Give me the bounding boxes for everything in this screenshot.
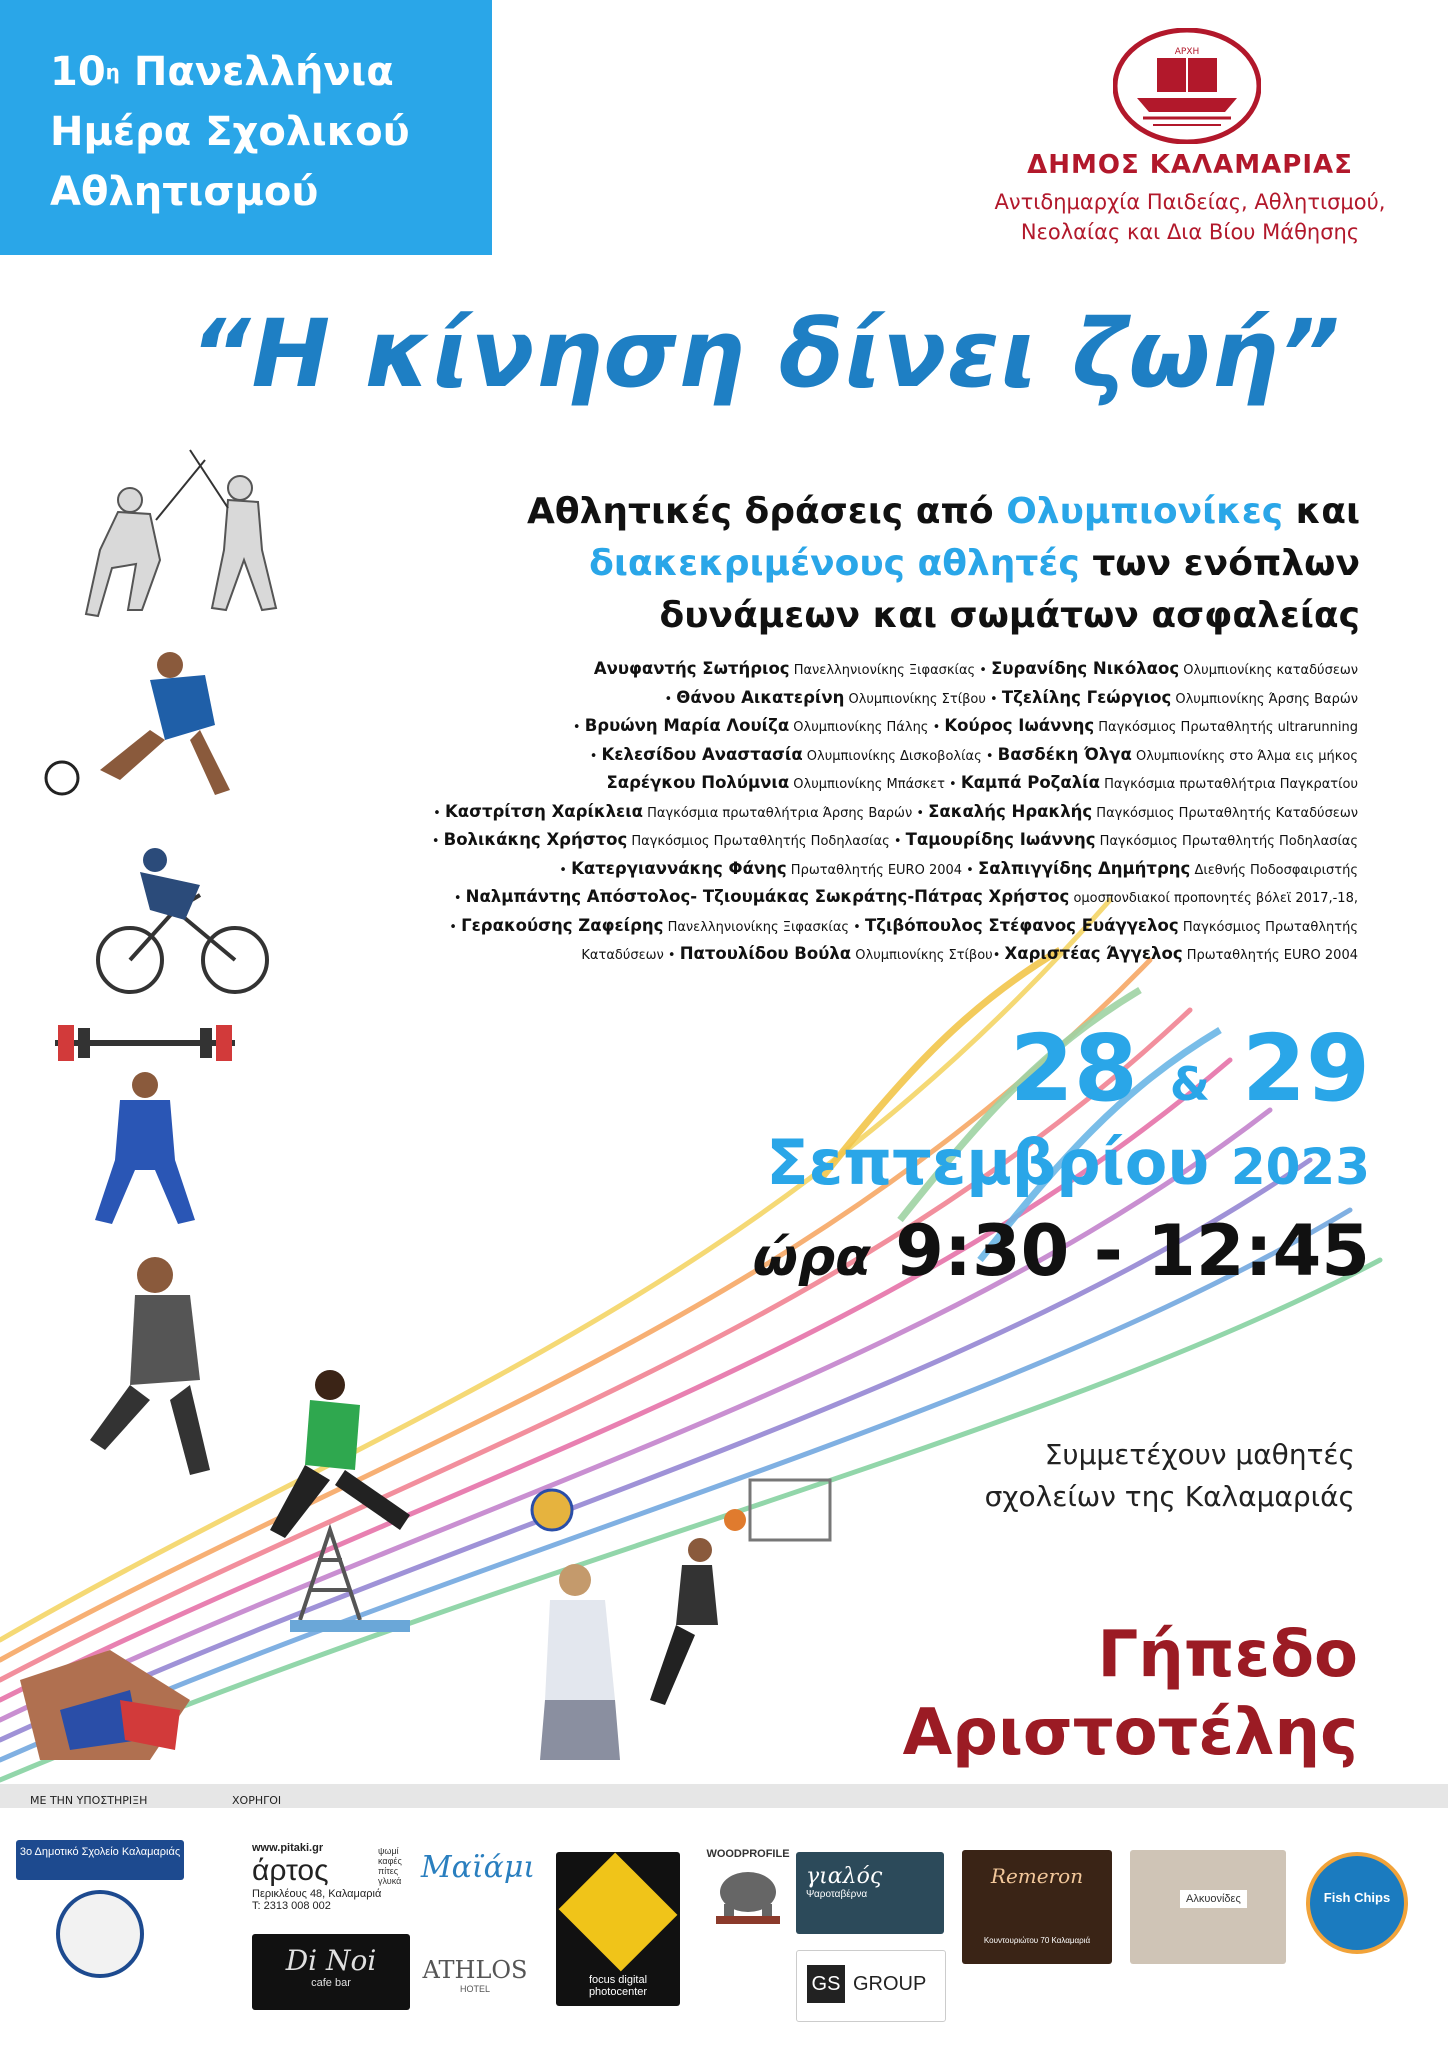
athlos-logo — [420, 1956, 530, 2000]
gs-group-logo — [796, 1950, 946, 2022]
slogan: “Η κίνηση δίνει ζωή” — [190, 300, 1341, 409]
sponsors-label: ΧΟΡΗΓΟΙ — [232, 1794, 282, 1807]
athlete-name: Ναλμπάντης Απόστολος- Τζιουμάκας Σωκράτης-Πάτρας Χρήστος — [465, 887, 1070, 906]
venue-line1: Γήπεδο — [1097, 1618, 1358, 1692]
remeron-name: Remeron — [990, 1864, 1084, 1888]
maiami-logo — [418, 1850, 538, 1910]
gialos-logo — [796, 1852, 944, 1934]
alkyonides-logo — [1130, 1850, 1286, 1964]
athlete-name: Βασδέκη Όλγα — [997, 744, 1132, 764]
athlete-role: • — [559, 862, 572, 878]
athlete-role: Διεθνής Ποδοσφαιριστής — [1190, 862, 1358, 878]
svg-text:ΑΡΧΗ: ΑΡΧΗ — [1174, 47, 1200, 57]
time-label: ώρα — [752, 1228, 871, 1288]
athlete-name: Καστρίτση Χαρίκλεια — [444, 801, 643, 821]
headline-text: και — [1283, 491, 1360, 532]
gialos-sub: Ψαροταβέρνα — [806, 1889, 868, 1900]
athlete-role: Παγκόσμια πρωταθλήτρια Παγκρατίου — [1099, 777, 1358, 792]
athlos-name: ATHLOS — [422, 1956, 528, 1984]
day-separator: & — [1169, 1057, 1210, 1111]
athlete-name: Σαρέγκου Πολύμνια — [606, 773, 790, 792]
athlete-role: • — [433, 805, 445, 821]
runner-icon — [90, 1257, 410, 1538]
school-emblem-icon — [56, 1890, 144, 1978]
athlete-role: Παγκόσμια πρωταθλήτρια Άρσης Βαρών • — [643, 805, 929, 821]
school-logo — [16, 1840, 184, 1880]
event-month — [640, 1126, 1370, 1199]
remeron-logo — [962, 1850, 1112, 1964]
participants-line2: σχολείων της Καλαμαριάς — [984, 1480, 1355, 1513]
athlete-role: Ολυμπιονίκης Στίβου• — [851, 948, 1005, 963]
athlete-name: Σακαλής Ηρακλής — [928, 801, 1093, 821]
athlete-name: Βρυώνη Μαρία Λουίζα — [584, 716, 790, 735]
event-number-suffix: η — [105, 60, 120, 84]
headline-text: δυνάμεων και σωμάτων ασφαλείας — [659, 595, 1360, 636]
event-title-line3: Αθλητισμού — [50, 169, 319, 215]
event-title-line2: Ημέρα Σχολικού — [50, 109, 410, 155]
time-range: 9:30 - 12:45 — [895, 1210, 1370, 1292]
athlete-role: Παγκόσμιος Πρωταθλητής Καταδύσεων — [1092, 805, 1358, 821]
remeron-sub: Κουντουριώτου 70 Καλαμαριά — [983, 1936, 1091, 1945]
alkyonides-name: Αλκυονίδες — [1180, 1890, 1247, 1908]
athlete-illustrations — [0, 440, 860, 1770]
headline-text: Αθλητικές δράσεις από — [527, 491, 1007, 532]
woodprofile-logo — [696, 1848, 800, 1948]
athlete-name: Τζιβόπουλος Στέφανος Ευάγγελος — [864, 915, 1179, 935]
event-title — [50, 42, 480, 222]
sponsor-bar — [0, 1784, 1448, 1808]
athlete-role: Πρωταθλητής EURO 2004 — [1182, 948, 1358, 963]
athlete-name: Θάνου Αικατερίνη — [676, 687, 845, 707]
gs-word: GROUP — [853, 1973, 927, 1995]
dinoi-name: Di Noi — [285, 1944, 377, 1977]
diving-platform-icon — [290, 1530, 410, 1632]
athlete-role: Ολυμπιονίκης στο Άλμα εις μήκος — [1131, 748, 1358, 764]
artos-address: Περικλέους 48, Καλαμαριά — [252, 1888, 382, 1900]
ship-icon — [1113, 28, 1261, 144]
municipality-name: ΔΗΜΟΣ ΚΑΛΑΜΑΡΙΑΣ — [1027, 150, 1353, 180]
headline-highlight: διακεκριμένους αθλητές — [589, 543, 1080, 584]
woodprofile-name: WOODPROFILE — [706, 1848, 790, 1860]
athlete-role: Ολυμπιονίκης Άρσης Βαρών — [1171, 691, 1358, 707]
headline-highlight: Ολυμπιονίκες — [1006, 491, 1284, 532]
gs-mark: GS — [807, 1965, 845, 2003]
athlete-role: Παγκόσμιος Πρωταθλητής ultrarunning — [1094, 720, 1358, 735]
athlete-name: Κελεσίδου Αναστασία — [601, 744, 803, 764]
maiami-name: Μαϊάμι — [420, 1850, 536, 1885]
day-start: 28 — [1009, 1015, 1138, 1122]
athlete-name: Γερακούσης Ζαφείρης — [461, 915, 664, 935]
elephant-icon — [708, 1860, 788, 1930]
support-label: ΜΕ ΤΗΝ ΥΠΟΣΤΗΡΙΞΗ — [30, 1794, 148, 1807]
athlete-name: Σαλπιγγίδης Δημήτρης — [977, 858, 1191, 878]
athlete-name: Συρανίδης Νικόλαος — [991, 659, 1180, 678]
day-end: 29 — [1241, 1015, 1370, 1122]
volleyball-player-icon — [532, 1490, 620, 1760]
artos-name: άρτος — [252, 1854, 329, 1887]
athlete-role: Πανελληνιονίκης Ξιφασκίας • — [789, 663, 992, 678]
athlete-role: Ολυμπιονίκης καταδύσεων — [1179, 663, 1358, 678]
fish-chips-logo — [1306, 1852, 1408, 1954]
athlete-name: Κούρος Ιωάννης — [944, 716, 1095, 735]
focus-name: focus digital photocenter — [588, 1974, 648, 1998]
municipality-dept-line1: Αντιδημαρχία Παιδείας, Αθλητισμού, — [994, 190, 1386, 214]
headline-text: των ενόπλων — [1079, 543, 1360, 584]
athlete-role: Πανελληνιονίκης Ξιφασκίας • — [663, 919, 865, 935]
athlete-role: • — [664, 691, 677, 707]
athlete-name: Βολικάκης Χρήστος — [443, 830, 628, 849]
athlete-role: Παγκόσμιος Πρωταθλητής — [1178, 919, 1358, 935]
athlete-role: • — [431, 834, 444, 849]
athlete-role: Ολυμπιονίκης Στίβου • — [844, 691, 1002, 707]
athlete-name: Ανυφαντής Σωτήριος — [593, 659, 790, 678]
athlete-name: Πατουλίδου Βούλα — [679, 944, 852, 963]
athlos-sub: HOTEL — [459, 1984, 490, 1994]
athlete-role: Καταδύσεων • — [581, 948, 680, 963]
athlete-role: • — [449, 919, 462, 935]
artos-tags: ψωμί καφές πίτες γλυκά — [378, 1846, 402, 1886]
event-days — [900, 1015, 1370, 1122]
month-name: Σεπτεμβρίου — [766, 1126, 1210, 1199]
venue-line2: Αριστοτέλης — [902, 1696, 1358, 1770]
year: 2023 — [1230, 1138, 1370, 1196]
wrestlers-icon — [20, 1650, 190, 1760]
artos-phone: T: 2313 008 002 — [252, 1900, 331, 1912]
event-title-line1: Πανελλήνια — [133, 49, 394, 95]
fish-chips-name: Fish Chips — [1323, 1890, 1391, 1905]
municipality-dept-line2: Νεολαίας και Δια Βίου Μάθησης — [1020, 220, 1360, 244]
athlete-role: Ολυμπιονίκης Μπάσκετ • — [789, 777, 961, 792]
athlete-role: Ολυμπιονίκης Πάλης • — [789, 720, 945, 735]
school-name: 3ο Δημοτικό Σχολείο Καλαμαριάς — [19, 1846, 181, 1858]
fencing-icon — [86, 450, 276, 616]
artos-url: www.pitaki.gr — [252, 1842, 324, 1854]
athlete-name: Ταμουρίδης Ιωάννης — [905, 830, 1096, 849]
athlete-role: • — [453, 891, 466, 906]
athlete-role: Παγκόσμιος Πρωταθλητής Ποδηλασίας — [1095, 834, 1358, 849]
athlete-name: Τζελίλης Γεώργιος — [1001, 687, 1172, 707]
athlete-role: Πρωταθλητής EURO 2004 • — [786, 862, 978, 878]
dinoi-sub: cafe bar — [311, 1977, 351, 1989]
athlete-name: Χαριστέας Άγγελος — [1004, 944, 1183, 963]
athlete-role: • — [572, 720, 585, 735]
football-player-icon — [46, 652, 230, 795]
gialos-name: γιαλός — [806, 1864, 883, 1889]
municipality-logo — [1113, 28, 1261, 144]
athlete-role: ομοσπονδιακοί προπονητές βόλεϊ 2017,-18, — [1069, 891, 1358, 906]
weightlifter-icon — [55, 1025, 235, 1224]
athlete-name: Καμπά Ροζαλία — [960, 773, 1100, 792]
athlete-role: Παγκόσμιος Πρωταθλητής Ποδηλασίας • — [627, 834, 906, 849]
athlete-role: Ολυμπιονίκης Δισκοβολίας • — [802, 748, 998, 764]
event-time — [700, 1210, 1370, 1292]
cyclist-icon — [98, 848, 267, 992]
participants-line1: Συμμετέχουν μαθητές — [1044, 1438, 1355, 1471]
athlete-name: Κατεργιαννάκης Φάνης — [571, 858, 787, 878]
athlete-role: • — [589, 748, 602, 764]
dinoi-logo — [252, 1934, 410, 2010]
focus-logo — [556, 1852, 680, 2006]
event-number: 10 — [50, 49, 106, 95]
